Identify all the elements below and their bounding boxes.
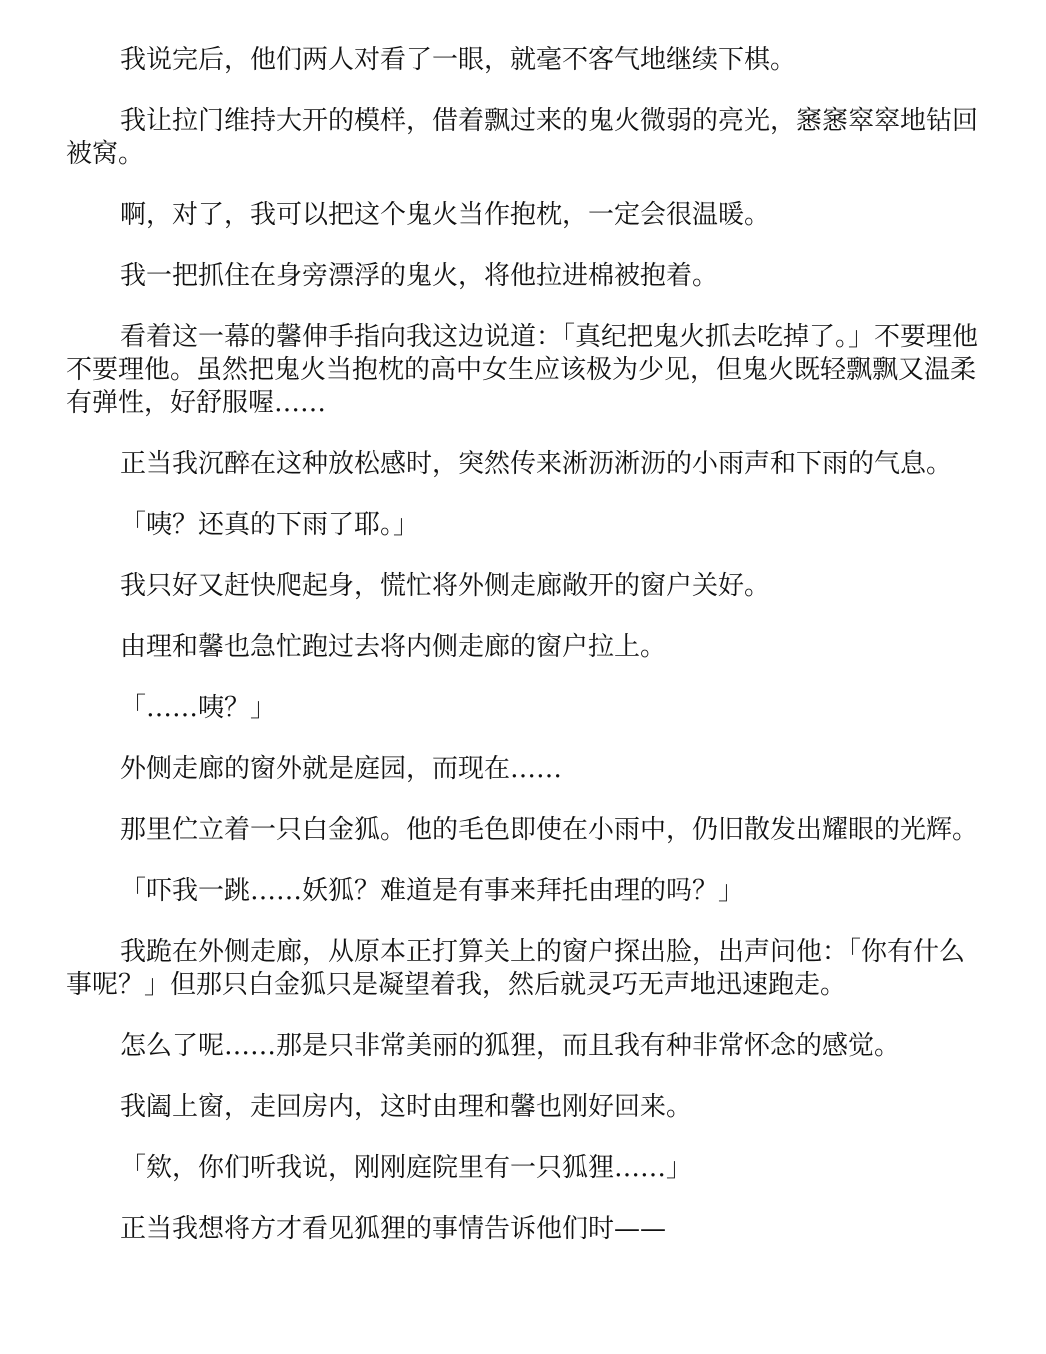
paragraph: 我阖上窗，走回房内，这时由理和馨也刚好回来。 — [120, 1092, 693, 1122]
paragraph: 「欸，你们听我说，刚刚庭院里有一只狐狸……」 — [120, 1153, 693, 1183]
paragraph: 那里伫立着一只白金狐。他的毛色即使在小雨中，仍旧散发出耀眼的光辉。 — [120, 815, 979, 845]
paragraph: 我只好又赶快爬起身，慌忙将外侧走廊敞开的窗户关好。 — [120, 571, 771, 601]
paragraph: 正当我沉醉在这种放松感时，突然传来淅沥淅沥的小雨声和下雨的气息。 — [120, 449, 953, 479]
paragraph: 我跪在外侧走廊，从原本正打算关上的窗户探出脸，出声问他：「你有什么事呢？」但那只白金狐只是凝望着我，然后就灵巧无声地迅速跑走。 — [66, 937, 966, 1000]
paragraph: 「……咦？」 — [120, 693, 277, 723]
paragraph: 外侧走廊的窗外就是庭园，而现在…… — [120, 754, 563, 784]
paragraph: 看着这一幕的馨伸手指向我这边说道：「真纪把鬼火抓去吃掉了。」不要理他不要理他。虽然把鬼火当抱枕的高中女生应该极为少见，但鬼火既轻飘飘又温柔有弹性，好舒服喔…… — [66, 322, 979, 418]
paragraph: 怎么了呢……那是只非常美丽的狐狸，而且我有种非常怀念的感觉。 — [120, 1031, 901, 1061]
paragraph: 正当我想将方才看见狐狸的事情告诉他们时—— — [120, 1214, 667, 1244]
paragraph: 「咦？还真的下雨了耶。」 — [120, 510, 420, 540]
paragraph: 啊，对了，我可以把这个鬼火当作抱枕，一定会很温暖。 — [120, 200, 771, 230]
paragraph: 「吓我一跳……妖狐？难道是有事来拜托由理的吗？」 — [120, 876, 745, 906]
paragraph: 由理和馨也急忙跑过去将内侧走廊的窗户拉上。 — [120, 632, 667, 662]
paragraph: 我一把抓住在身旁漂浮的鬼火，将他拉进棉被抱着。 — [120, 261, 719, 291]
paragraph: 我让拉门维持大开的模样，借着飘过来的鬼火微弱的亮光，窸窸窣窣地钻回被窝。 — [66, 106, 979, 169]
paragraph: 我说完后，他们两人对看了一眼，就毫不客气地继续下棋。 — [120, 45, 797, 75]
document-page — [66, 0, 978, 1274]
